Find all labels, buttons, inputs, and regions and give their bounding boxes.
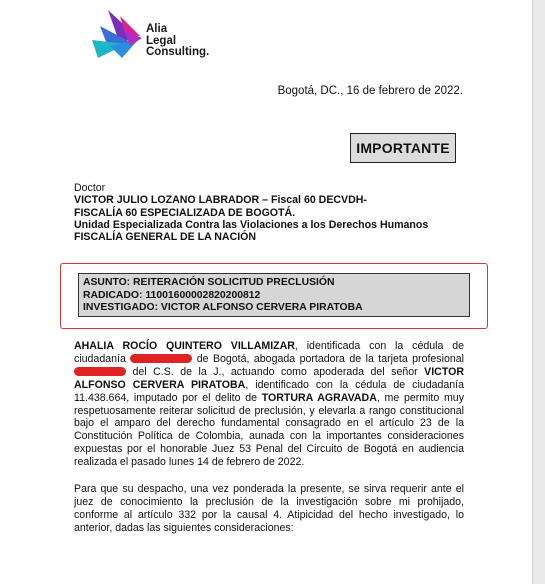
client-name: VICTOR ALFONSO CERVERA PIRATOBA bbox=[74, 365, 464, 391]
date-line: Bogotá, DC., 16 de febrero de 2022. bbox=[277, 85, 463, 97]
window-edge bbox=[532, 0, 545, 584]
important-label: IMPORTANTE bbox=[350, 133, 456, 163]
recipient-line-3: Unidad Especializada Contra las Violaciones a los Derechos Humanos bbox=[74, 218, 429, 231]
paragraph-2: Para que su despacho, una vez ponderada la presente, se sirva requerir ante el juez de conocimiento la preclusión de la investigación sobre mi prohijado, conforme al artículo 332 por la causal 4. Atipicidad del hecho investigado, lo anterior, dadas las siguientes consideraciones: bbox=[74, 483, 464, 534]
logo-line-1: Alia bbox=[146, 23, 168, 35]
paragraph-1-text-3: del C.S. de la J., actuando como apoderada del señor bbox=[126, 365, 425, 378]
redacted-license-number bbox=[74, 367, 126, 376]
recipient-block bbox=[74, 182, 494, 243]
paragraph-1-text-4: , identificado con la cédula de ciudadanía 11.438.664, imputado por el delito de bbox=[74, 378, 464, 404]
paragraph-1-text-5: , me permito muy respetuosamente reiterar solicitud de preclusión, y elevarla a rango constitucional bajo el amparo del derecho fundamental consagrado en el artículo 23 de la Constitución Política de Colombia, aunada con la importantes consideraciones expuestas por el honorable Juez 53 Penal del Circuito de Bogotá en audiencia realizada el pasado lunes 14 de febrero de 2022. bbox=[74, 391, 464, 469]
radicado-line: RADICADO: 11001600002820200812 bbox=[83, 289, 261, 301]
recipient-line-1: VICTOR JULIO LOZANO LABRADOR – Fiscal 60 DECVDH- bbox=[74, 194, 367, 207]
recipient-line-4: FISCALÍA GENERAL DE LA NACIÓN bbox=[74, 231, 257, 244]
logo-line-2: Legal bbox=[146, 34, 177, 47]
recipient-line-2: FISCALÍA 60 ESPECIALIZADA DE BOGOTÁ. bbox=[74, 206, 296, 219]
paragraph-1-text-2: de Bogotá, abogada portadora de la tarjeta profesional bbox=[192, 352, 464, 365]
letter-body bbox=[74, 340, 464, 549]
salutation: Doctor bbox=[74, 182, 106, 194]
investigado-line: INVESTIGADO: VICTOR ALFONSO CERVERA PIRATOBA bbox=[83, 302, 363, 313]
subject-line: ASUNTO: REITERACIÓN SOLICITUD PRECLUSIÓN bbox=[83, 277, 335, 288]
company-name bbox=[146, 24, 209, 59]
paragraph-1-text-1: , identificada con la cédula de ciudadanía bbox=[74, 340, 464, 365]
crime-name: TORTURA AGRAVADA bbox=[261, 391, 377, 404]
paragraph-1 bbox=[74, 340, 464, 469]
attorney-name: AHALIA ROCÍO QUINTERO VILLAMIZAR bbox=[74, 340, 295, 352]
subject-box bbox=[78, 273, 470, 317]
redacted-id-number bbox=[130, 354, 192, 363]
logo-line-3: Consulting. bbox=[146, 46, 210, 58]
